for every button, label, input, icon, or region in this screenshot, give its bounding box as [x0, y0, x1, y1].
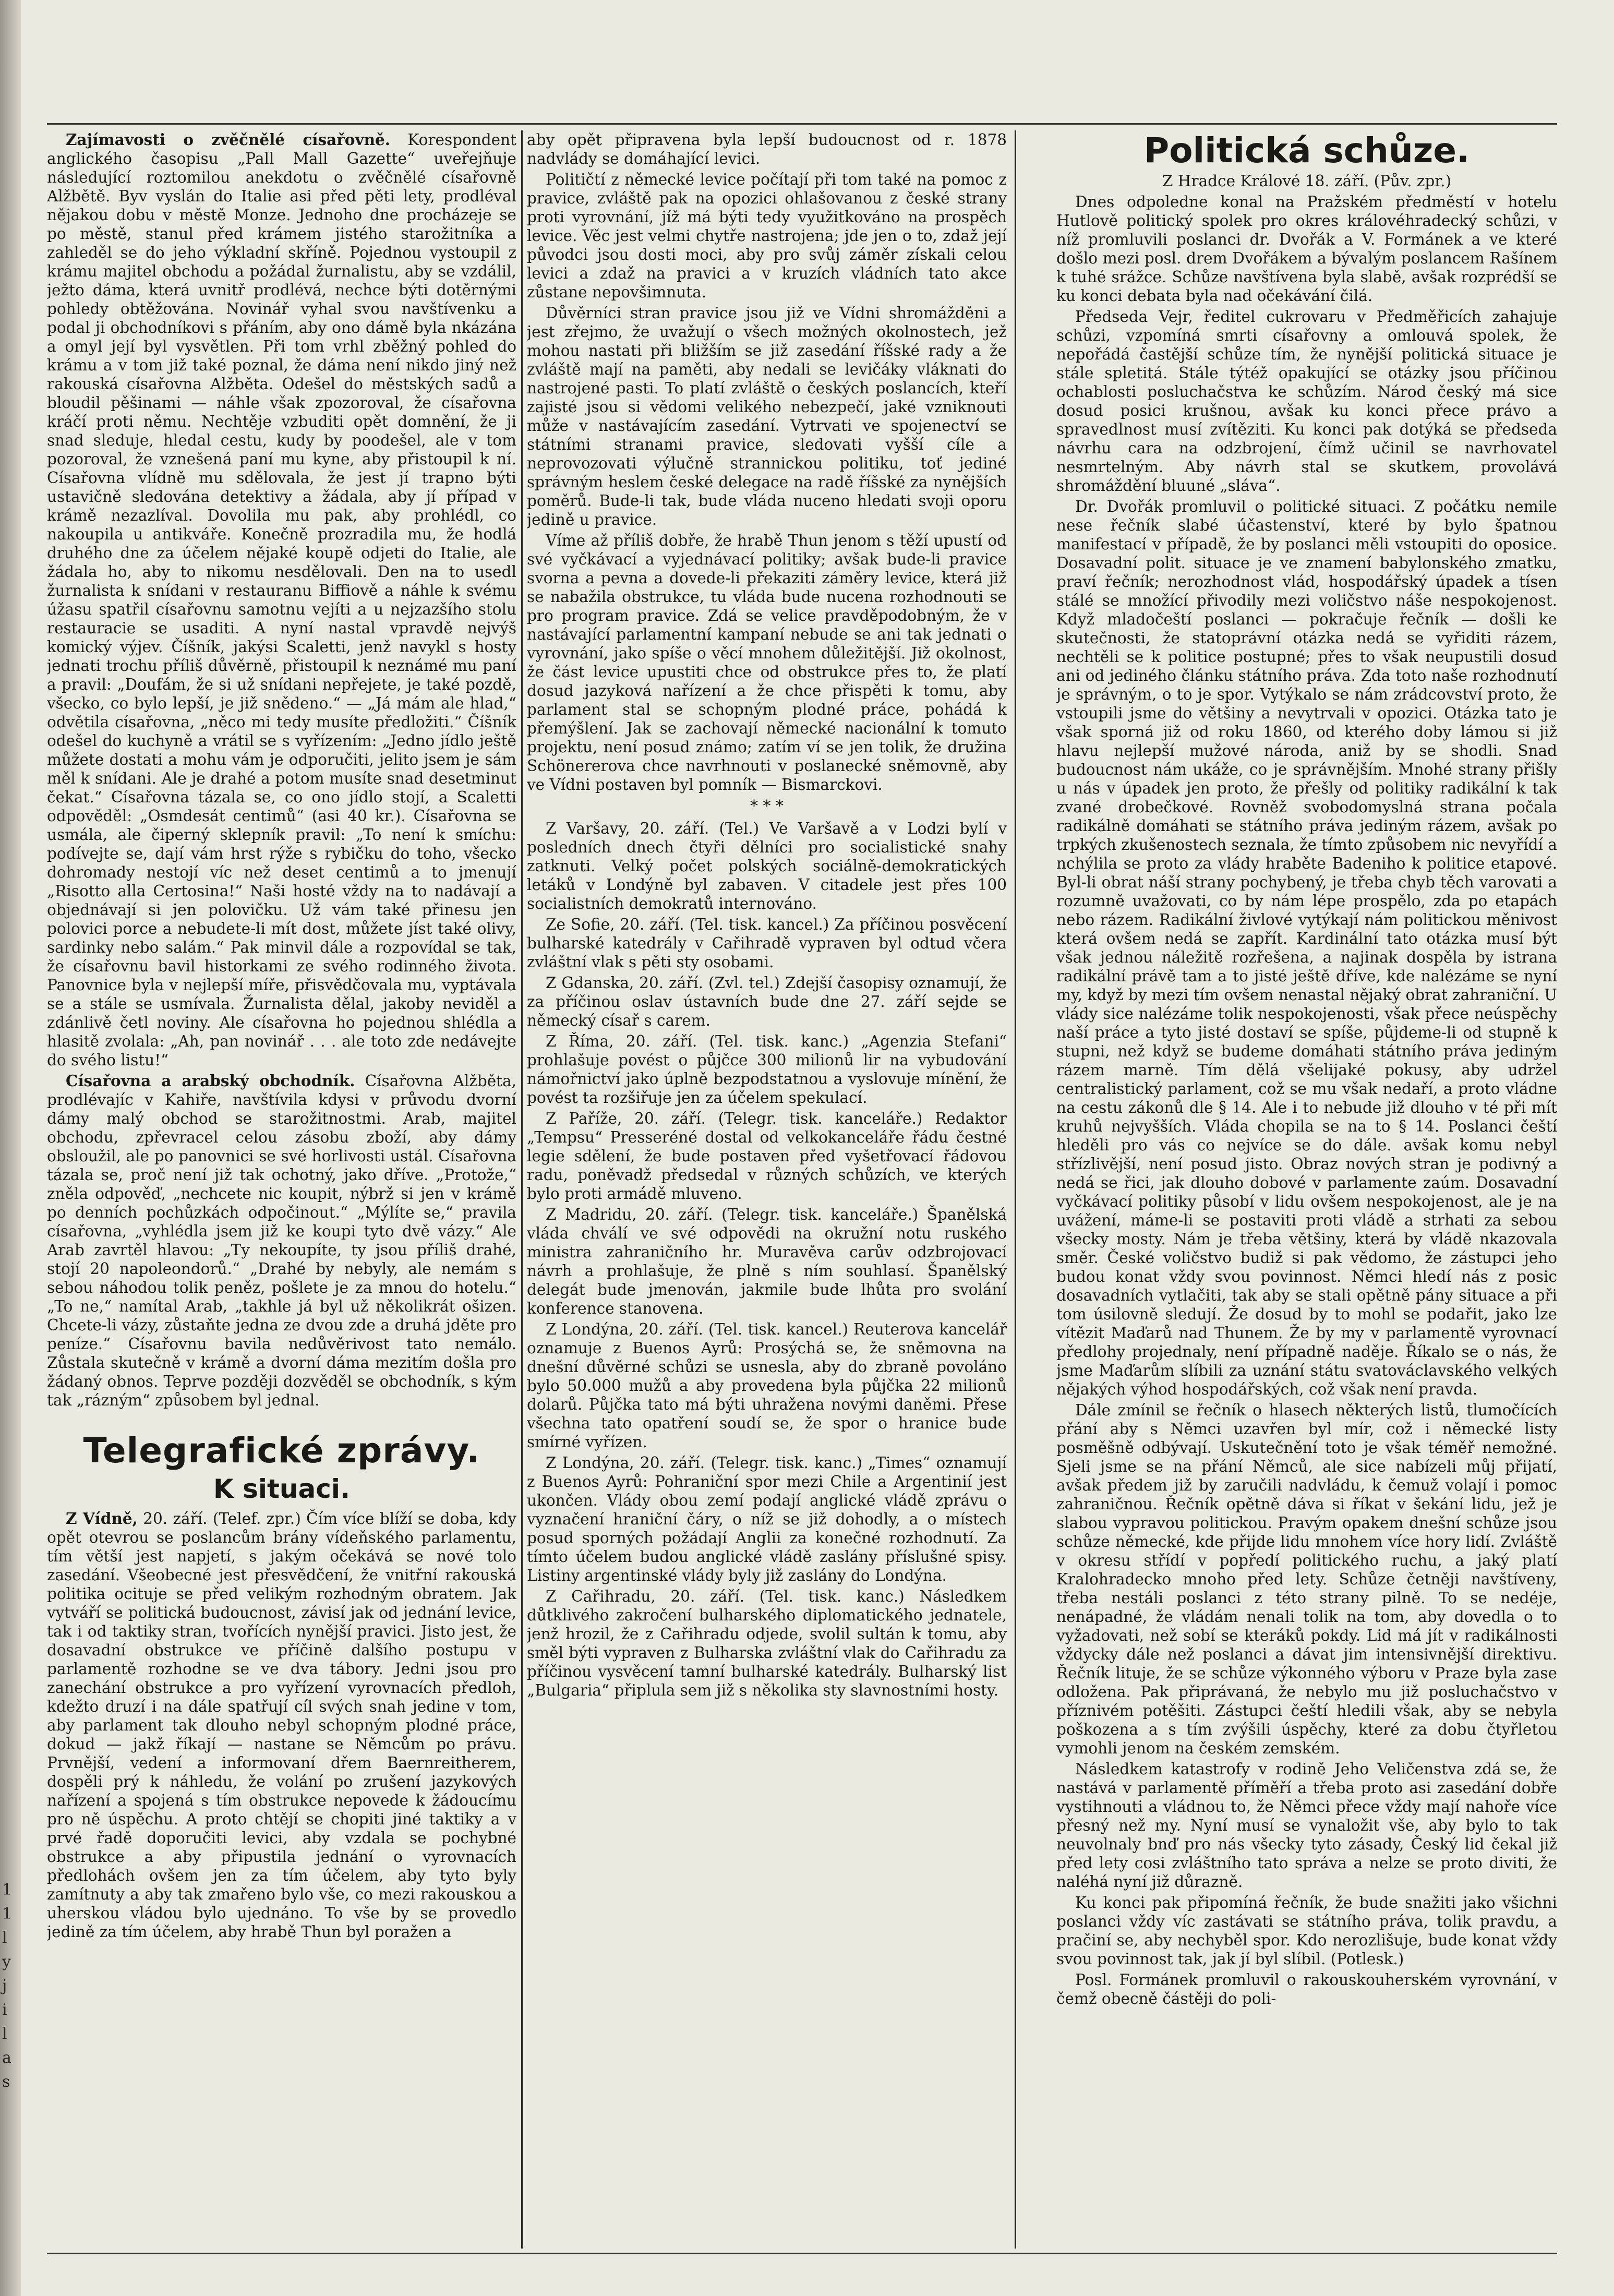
column-rule-2 — [1015, 130, 1016, 2249]
dateline: Z Hradce Králové 18. září. (Pův. zpr.) — [1162, 172, 1452, 190]
margin-marks — [2, 1878, 15, 2094]
article-vienna — [47, 1509, 516, 1941]
column-right — [1056, 130, 1557, 2249]
article-body: Korespondent anglického časopisu „Pall Mall Gazette“ uveřejňuje následující roztomilou anekdotu o zvěčnělé císařovně Alžbětě. Byv vyslán do Italie asi před pěti lety, prodléval nějakou dobu v městě Monze. Jednoho dne procházeje se po městě, stanul před krámem jistého starožitníka a zahleděl se do jeho výkladní skříně. Pojednou vystoupil z krámu majitel obchodu a požádal žurnalistu, aby se vzdálil, ježto dáma, která uvnitř prodlévá, nechce býti dotěrnými pohledy obtěžována. Novinář vyhal svou navštívenku a podal ji obchodníkovi s přáním, aby ono dámě byla nkázána a omyl její byl vysvětlen. Při tom vrhl zběžný pohled do krámu a v tom již také poznal, že dáma není nikdo jiný než rakouská císařovna Alžběta. Odešel do městských sadů a bloudil pěšinami — náhle však zpozoroval, že císařovna kráčí proti němu. Nechtěje vzbuditi opět domnění, že ji snad sleduje, hledal cestu, kudy by poodešel, ale v tom pozoroval, že vznešená paní mu kyne, aby přistoupil k ní. Císařovna vlídně mu sdělovala, že jest jí trapno býti ustavičně sledována detektivy a žádala, aby jí případ v krámě nezazlíval. Dovolila mu pak, aby prohlédl, co nakoupila u antikváře. Konečně prozradila mu, že hodlá druhého dne za účelem nějaké koupě odjeti do Italie, ale žádala ho, aby to nikomu nesdělovali. Den na to usedl žurnalista k snídani v restauranu Biffiově a náhle k svému úžasu spatřil císařovnu samotnu vejíti a u nejzazšího stolu restauracie se usaditi. A nyní nastal vpravdě nejvýš komický výjev. Číšník, jakýsi Scaletti, jenž navykl s hosty jednati trochu příliš důvěrně, přistoupil k neznámé mu paní a pravil: „Doufám, že si už snídani nepřejete, je také pozdě, všecko, co bylo lepší, je již snědeno.“ — „Já mám ale hlad,“ odvětila císařovna, „něco mi tedy musíte předložiti.“ Číšník odešel do kuchyně a vrátil se s vyřízením: „Jedno jídlo ještě můžete dostati a mohu vám je odporučiti, jelito jsem je sám měl k snídani. Ale je drahé a potom musíte snad desetminut čekat.“ Císařovna tázala se, co ono jídlo stojí, a Scaletti odpověděl: „Osmdesát centimů“ (asi 40 kr.). Císařovna se usmála, ale čiperný sklepník pravil: „To není k smíchu: podívejte se, dají vám hrst rýže s rybičku do toho, všecko dohromady nestojí víc než deset centimů a to jmenují „Risotto alla Certosina!“ Naši hosté vždy na to nadávají a objednávají si jen polovičku. Už vám také přinesu jen polovici porce a nebudete-li mít dost, můžete jíst také olivy, sardinky nebo salám.“ Pak minvil dále a rozpovídal se tak, že císařovnu bavil historkami ze svého rodinného života. Panovnice byla v nejlepší míře, přisvědčovala mu, vyptávala se a stále se usmívala. Žurnalista dělal, jakoby neviděl a zdánlivě četl noviny. Ale císařovna ho pojednou shlédla a hlasitě zvolala: „Ah, pan novinář . . . ale toto zde nedávejte do svého listu!“ — [47, 131, 516, 1069]
margin-mark: l — [2, 1929, 7, 1947]
column-left — [47, 130, 516, 2249]
telegram-warsaw: Z Varšavy, 20. září. (Tel.) Ve Varšavě a v Lodzi bylí v posledních dnech čtyři dělníci pro socialistické snahy zatknuti. Velký počet polských sociálně-demokratických letáků v Londýně byl zabaven. V citadele jest přes 100 socialistních demokratů internováno. — [527, 820, 1007, 912]
section-separator-stars: * * * — [750, 797, 784, 815]
margin-mark: 1 — [2, 1905, 13, 1923]
article-empress-arab — [47, 1072, 516, 1410]
article-paragraph: Posl. Formánek promluvil o rakouskouherském vyrovnání, v čemž obecně částěji do poli- — [1056, 1971, 1557, 2008]
section-title-political-meeting: Politická schůze. — [1143, 130, 1470, 171]
telegram-sofia: Ze Sofie, 20. září. (Tel. tisk. kancel.) Za příčinou posvěcení bulharské katedrály v Cařihradě vypraven byl odtud včera zvláštní vlak s pěti sty osobami. — [527, 916, 1007, 971]
article-paragraph: Dnes odpoledne konal na Pražském předměstí v hotelu Hutlově politický spolek pro okres královéhradecký schůzi, v níž promluvili poslanci dr. Dvořák a V. Formánek a ve které došlo mezi posl. drem Dvořákem a bývalým poslancem Rašínem k tuhé srážce. Schůze navštívena byla slabě, avšak rozprédší se ku konci debata byla nad očekávání čilá. — [1056, 193, 1557, 305]
margin-mark: i — [2, 2001, 7, 2019]
column-middle — [527, 130, 1007, 2249]
article-paragraph: Důvěrníci stran pravice jsou již ve Vídni shromážděni a jest zřejmo, že uvažují o všech možných okolnostech, jež mohou nastati při bližším se již zasedání říšské rady a že zvláště mají na paměti, aby nedali se levičáky vláknati do nastrojené pasti. To platí zvláště o českých poslancích, kteří zajisté jsou si vědomi velikého nebezpečí, jaké vzniknouti může v nastávajícím zasedání. Vytrvati ve spojenectví se státními stranami pravice, sledovati vyšší cíle a neprovozovati výlučně strannickou politiku, toť jediné správným heslem české delegace na radě říšské za nynějších poměrů. Bude-li tak, bude vláda nuceno hledati svoji oporu jedině u pravice. — [527, 304, 1007, 528]
telegram-constantinople: Z Cařihradu, 20. září. (Tel. tisk. kanc.) Následkem důtklivého zakročení bulharského diplomatického jednatele, jenž hrozil, že z Cařihradu odjede, svolil sultán k tomu, aby směl býti vypraven z Bulharska zvláštní vlak do Cařihradu za příčinou vysvěcení tamní bulharské katedrály. Bulharský list „Bulgaria“ připlula sem již s několika sty slavnostními hosty. — [527, 1588, 1007, 1699]
article-headline: Císařovna a arabský obchodník. — [66, 1072, 355, 1090]
top-rule — [47, 123, 1557, 125]
margin-mark: s — [2, 2073, 10, 2091]
telegram-london-1: Z Londýna, 20. září. (Tel. tisk. kancel.) Reuterova kancelář oznamuje z Buenos Ayrů: Prosýchá se, že sněmovna na dnešní důvěrné schůzi se usnesla, aby do zbraně povoláno bylo 50.000 mužů a aby provedena byla půjčka 22 milionů dolarů. Půjčka tato má býti uhražena novými daněmi. Přese všechna tato opatření soudí se, že spor o hranice bude smírné vyřízen. — [527, 1320, 1007, 1451]
telegram-madrid: Z Madridu, 20. září. (Telegr. tisk. kanceláře.) Španělská vláda chválí ve své odpovědi na okružní notu ruského ministra zahraničního hr. Muravěva carův odzbrojovací návrh a prohlašuje, že plně s ním souhlasí. Španělský delegát bude jmenován, jakmile bude lhůta pro svolání konference stanovena. — [527, 1206, 1007, 1317]
article-paragraph: Ku konci pak připomíná řečník, že bude snažiti jako všichni poslanci vždy víc zastávati se státního práva, tolik pravdu, a pračiní se, aby nechyběl spor. Kdo nerozlišuje, bude konat vždy svou povinnost tak, jak jí byl slíbil. (Potlesk.) — [1056, 1894, 1557, 1968]
margin-mark: 1 — [2, 1881, 13, 1899]
telegram-paris: Z Paříže, 20. září. (Telegr. tisk. kanceláře.) Redaktor „Tempsu“ Presseréné dostal od velkokanceláře řádu čestné legie sdělení, že bude postaven před vyšetřovací řádovou radu, poněvadž předsedal v různých schůzích, ve kterých bylo proti armádě mluveno. — [527, 1110, 1007, 1203]
margin-mark: y — [2, 1953, 11, 1971]
dateline: Z Vídně, — [66, 1509, 138, 1528]
telegram-gdansk: Z Gdanska, 20. září. (Zvl. tel.) Zdejší časopisy oznamují, že za příčinou oslav ústavních bude dne 27. září sejde se německý císař s carem. — [527, 974, 1007, 1029]
section-subtitle-situation: K situaci. — [213, 1474, 351, 1504]
article-empress-anecdote — [47, 130, 516, 1069]
article-paragraph: Dále zmínil se řečník o hlasech některých listů, tlumočících přání aby s Němci uzavřen byl mír, což i německé listy posměšně odbývají. Uskutečnění toto je však téměř nemožné. Sjeli jsme se na přání Němců, ale sice nabízeli můj přijatí, avšak předem již by zaručili nadvládu, k čemuž volají i pomoc zahraničnou. Řečník opětně dáva si říkat v šekání lidu, jež je slabou vypravou politickou. Pravým opakem dnešní schůze jsou schůze německé, kde přijde lidu mnohem více hory lidí. Zvláště v okresu střídí v popředí politického ruchu, a jaký platí Kralohradecko mnoho před lety. Schůze četněji navštíveny, třeba nestáli poslanci z této strany pilně. To se nedéje, nenápadné, že vládám nenali tolik na tom, aby dovedla o to vyžadovati, než sobí se kteráků pokdy. Lid má jít v radikálnosti vždycky dále než poslanci a dávat jim intensivnější direktivu. Řečník lituje, že se schůze výkonného výboru v Praze byla zase odložena. Pak připrávaná, že nebylo mu již posluchačstvo v příznivém potěšiti. Zástupci čeští hledili však, aby se nebyla poškozena a s tím zvýšili úspěchy, které za dobu čtyřletou vymohli jenom na českém zemském. — [1056, 1401, 1557, 1757]
article-paragraph: Předseda Vejr, ředitel cukrovaru v Předměřicích zahajuje schůzi, vzpomíná smrti císařovny a omlouvá spolek, že nepořádá častější schůze tím, že nynější politická situace je stále spletitá. Stále týtéž opakující se otázky jsou příčinou ochablosti posluchačstva ke schůzím. Národ český má sice dosud posici krušnou, avšak ku konci přece právo a spravedlnost musí zvítěziti. Ku konci pak dotýká se předseda návrhu cara na odzbrojení, čímž učinil se navrhovatel nesmrtelným. Aby návrh stal se skutkem, provolává shromáždění bluuné „sláva“. — [1056, 308, 1557, 495]
margin-mark: l — [2, 2025, 7, 2043]
article-body: Císařovna Alžběta, prodlévajíc v Kahiře, navštívila kdysi v průvodu dvorní dámy malý obchod se starožitnostmi. Arab, majitel obchodu, zpřevracel celou zásobu zboží, aby dámy obsloužil, ale po panovnici se své horlivosti ustál. Císařovna tázala se, proč není již tak ochotný, jako dříve. „Protože,“ zněla odpověď, „nechcete nic koupit, nýbrž si jen v krámě po denních pochůzkách odpočinout.“ „Mýlíte se,“ pravila císařovna, „vyhlédla jsem již ke koupi tyto dvě vázy.“ Ale Arab zavrtěl hlavou: „Ty nekoupíte, ty jsou příliš drahé, stojí 20 napoleondorů.“ „Drahé by nebyly, ale nemám s sebou náhodou tolik peněz, pošlete je za mnou do hotelu.“ „To ne,“ namítal Arab, „takhle já byl už několikrát ošizen. Chcete-li vázy, zůstaňte jedna ze dvou zde a druhá jděte pro peníze.“ Císařovnu bavila nedůvěrivost tato nemálo. Zůstala skutečně v krámě a dvorní dáma mezitím došla pro žádaný obnos. Teprve později dozvěděl se obchodník, s kým tak „rázným“ způsobem byl jednal. — [47, 1072, 516, 1409]
margin-mark: a — [2, 2049, 11, 2067]
article-paragraph: Dr. Dvořák promluvil o politické situaci. Z počátku nemile nese řečník slabé účastenství, které by bylo špatnou manifestací v případě, že by poslanci měli vstoupiti do oposice. Dosavadní polit. situace je ve znamení babylonského zmatku, praví řečník; nerozhodnost vlád, hospodářský úpadek a tísen stálé se množící přivodily mezi voličstvo náše nespokojenost. Když mladočeští poslanci — pokračuje řečník — došli ke skutečnosti, že statoprávní otázka nedá se vyřiditi rázem, nechtěli se k politice postupné; přes to však neupustili dosud ani od jediného článku státního práva. Zda toto naše rozhodnutí je správným, o to je spor. Vytýkalo se nám zrádcovství proto, že vstoupili jsme do většiny a nevytrvali v opozici. Otázka tato je však sporná již od roku 1860, od kterého doby lámou si již hlavu nejlepší mužové národa, aniž by se shodli. Snad budoucnost nám ukáže, co je správnějším. Mnohé strany přišly u nás v úpadek jen proto, že přešly od politiky radikální k tak zvané drobečkové. Rovněž svobodomyslná strana počala radikálně domáhati se státního práva jediným rázem, avšak po trpkých zkušenostech seznala, že tímto způsobem nic nevyřídí a nchýlila se proto za vlády hraběte Badeniho k politice etapové. Byl-li obrat náší strany pochybený, je třeba chyb těch varovati a rozumně uvažovati, co by nám lépe prospělo, zda po etapách nebo rázem. Radikální živlové vytýkají nám politickou měnivost která ovšem nedá se zapřít. Kardinální tato otázka musí být však jednou náležitě rozřešena, a najinak dospěla by istrana radikální právě tam a to jisté ještě dříve, kde nalézáme se nyní my, když by mezi tím ovšem nenastal nějaký obrat zahraniční. U vlády sice nalézáme tolik nespokojenosti, však přece neúspěchy naší práce a tyto jisté dostaví se spíše, půjdeme-li od stupně k stupni, než když se budeme domáhati státního práva jediným rázem marně. Tím dělá všelijaké pokusy, aby udržel centralistický parlament, což se mu však nedaří, a proto vládne na cestu zákonů dle § 14. Ale i to nebude již dlouho v té při mít kruhů nejvyšších. Vláda chopila se na to § 14. Poslanci čeští hleděli pro vás co nejvíce se do dále. avšak komu nebyl střízlivější, není posud jisto. Obraz nových stran je podivný a nedá se řici, jak dlouho dobové v parlamente zaúm. Dosavadní vyčkávací politiky působí v lidu ovšem nespokojenost, ale je na uvážení, máme-li se postaviti proti vládě a strhati za sebou všecky mosty. Nám je třeba většiny, která by vládě nkazovala směr. České voličstvo budiž si pak vědomo, že zástupci jeho budou konat vždy svou povinnost. Němci hledí nás z posic dosavadních vytlačiti, tak aby se stali opětně pány situace a při tom úsilovně sledují. Že dosud by to mohl se podařit, jako lze vítězit Maďarů nad Thunem. Že by my v parlamentě vyrovnací předlohy projednaly, není případně naděje. Říkalo se o nás, že jsme Maďarům slíbili za uznání státu svatováclavského velkých nějakých výhod hospodářských, což však není pravda. — [1056, 498, 1557, 1398]
article-paragraph: Političtí z německé levice počítají při tom také na pomoc z pravice, zvláště pak na opozici ohlašovanou z české strany proti vyrovnání, jíž má býti tedy využitkováno na prospěch levice. Věc jest velmi chytře nastrojena; jde jen o to, zdaž její původci jsou dosti moci, aby pro svůj záměr získali celou levici a zdaž na pravici a v kruzích vládních tato akce zůstane nepovšimnuta. — [527, 171, 1007, 301]
article-continuation: aby opět připravena byla lepší budoucnost od r. 1878 nadvlády se domáhající levici. — [527, 131, 1007, 167]
telegram-london-2: Z Londýna, 20. září. (Telegr. tisk. kanc.) „Times“ oznamují z Buenos Ayrů: Pohraniční spor mezi Chile a Argentinií jest ukončen. Vlády obou zemí podají anglické vládě zprávu o vyznačení hraniční čáry, o níž se již dohodly, a o místech posud sporných požádají Anglii za konečné rozhodnutí. Za tímto účelem budou anglické vládě zaslány příslušné spisy. Listiny argentinské vlády byly již zaslány do Londýna. — [527, 1454, 1007, 1584]
article-paragraph: Víme až příliš dobře, že hrabě Thun jenom s těží upustí od své vyčkávací a vyjednávací politiky; avšak bude-li pravice svorna a pevna a dovede-li překaziti záměry levice, která již se nabažila obstrukce, tu vláda bude nucena rozhodnouti se pro program pravice. Zdá se velice pravděpodobným, že v nastávající parlamentní kampaní nebude se ani tak jednati o vyrovnání, jako spíše o věcí mnohem důležitější. Již okolnost, že část levice upustiti chce od obstrukce přes to, že platí dosud jazyková nařízení a že chce přispěti k tomu, aby parlament stal se schopným plodné práce, pohádá k přemýšlení. Jak se zachovají německé nacionální k tomuto projektu, není posud známo; zatím ví se jen tolik, že družina Schönererova chce navrhnouti v poslanecké sněmovně, aby ve Vídni postaven byl pomník — Bismarckovi. — [527, 532, 1007, 794]
margin-mark: j — [2, 1977, 7, 1995]
article-body: 20. září. (Telef. zpr.) Čím více blíží se doba, kdy opět otevrou se poslancům brány vídeňského parlamentu, tím větší jest napjetí, s jakým očekává se nové tolo zasedání. Všeobecné jest přesvědčení, že vnitřní rakouská politika ocituje se před velikým rozhodným obratem. Jak vytváří se politická budoucnost, závisí jak od jednání levice, tak i od taktiky stran, tvořících nynější pravici. Jisto jest, že dosavadní obstrukce ve příčině dalšího postupu v parlamentě rozhodne se ve dva tábory. Jedni jsou pro zanechání obstrukce a pro vyřízení vyrovnacích předloh, kdežto druzí i na dále spatřují cíl svých snah jedine v tom, aby parlament tak dlouho nebyl schopným plodné práce, dokud — jakž říkají — nastane se Němcům po právu. Prvnější, vedení a informovaní dřem Baernreitherem, dospěli prý k náhledu, že volání po zrušení jazykových nařízení a spojená s tím obstrukce nepovede k žádoucímu pro ně úspěchu. A proto chtějí se chopiti jiné taktiky a v prvé řadě doporučiti levici, aby vzdala se pochybné obstrukce a aby připustila jednání o vyrovnacích předlohách ovšem jen za tím účelem, aby tyto byly zamítnuty a aby tak zmařeno bylo vše, co mezi rakouskou a uherskou vládou bylo ujednáno. To vše by se provedlo jedině za tím účelem, aby hrabě Thun byl poražen a — [47, 1510, 516, 1941]
column-rule-1 — [521, 130, 523, 2249]
telegram-rome: Z Říma, 20. září. (Tel. tisk. kanc.) „Agenzia Stefani“ prohlašuje povést o půjčce 300 milionů lir na vybudování námořnictví jako úplně bezpodstatnou a vyslovuje mínění, že povést ta rozšiřuje jen za účelem spekulací. — [527, 1032, 1007, 1107]
article-headline: Zajímavosti o zvěčnělé císařovně. — [66, 130, 391, 149]
section-title-telegrams: Telegrafické zprávy. — [83, 1431, 480, 1471]
article-paragraph: Následkem katastrofy v rodině Jeho Veličenstva zdá se, že nastává v parlamentě příměří a třeba proto asi zasedání dobře vystihnouti a vládnou to, že Němci přece vždy mají nahoře více přesný než my. Nyní musí se vynaložit vše, aby bylo to tak neuvolnaly bnď pro nás všecky tyto zásady, Český lid čekal již před lety cosi zvláštního tato správa a nelze se proto diviti, že naléhá nyní již důrazně. — [1056, 1760, 1557, 1891]
bottom-rule — [47, 2253, 1557, 2254]
